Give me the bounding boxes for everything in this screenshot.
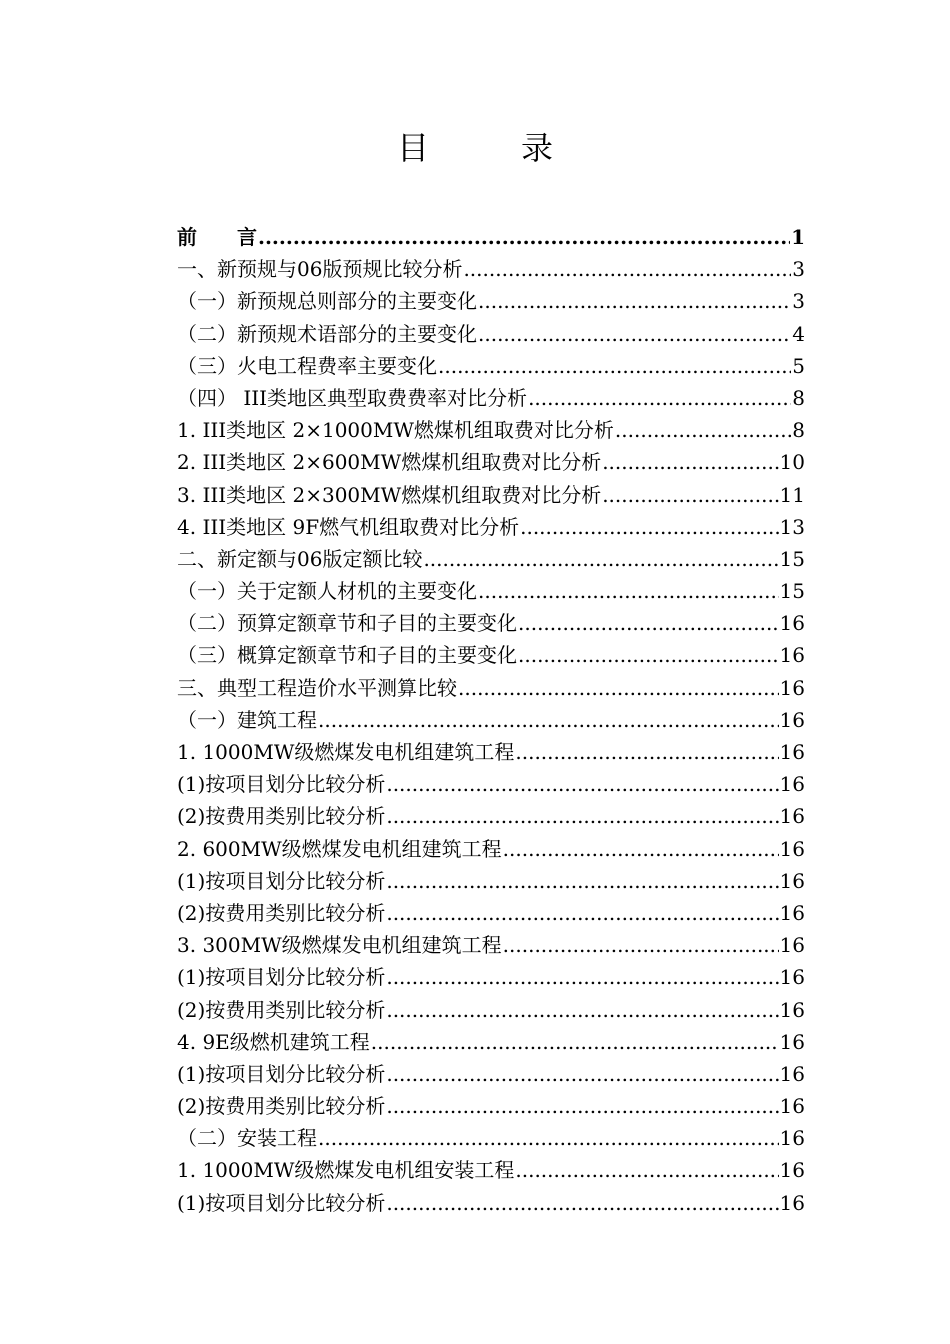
toc-entry-label: 2. III类地区 2×600MW燃煤机组取费对比分析 [177,450,602,475]
toc-entry[interactable] [177,607,805,639]
toc-dot-leader [386,1090,778,1122]
toc-page-number: 15 [779,579,805,604]
toc-entry-label: 1. 1000MW级燃煤发电机组建筑工程 [177,740,515,764]
toc-page-number: 16 [779,836,805,861]
toc-entry-label: 3. 300MW级燃煤发电机组建筑工程 [177,933,502,958]
toc-entry[interactable] [177,897,805,929]
toc-page-number: 16 [779,1190,805,1215]
toc-dot-leader [528,382,791,414]
toc-title: 目 录 [396,129,583,167]
toc-page-number: 16 [779,804,805,829]
toc-dot-leader [518,639,779,671]
toc-entry[interactable] [177,672,805,704]
toc-page-number: 16 [779,997,805,1022]
toc-dot-leader [602,479,778,511]
toc-entry[interactable] [177,479,805,511]
toc-page-number: 16 [779,965,805,990]
toc-entry-label: (1)按项目划分比较分析 [177,772,386,797]
toc-entry[interactable] [177,253,805,285]
toc-entry-label: （一）新预规总则部分的主要变化 [177,289,477,314]
toc-entry[interactable] [177,736,805,768]
toc-page-number: 16 [779,611,805,636]
toc-entry-label: 2. 600MW级燃煤发电机组建筑工程 [177,836,502,861]
toc-entry-label: (2)按费用类别比较分析 [177,997,386,1022]
toc-entry-label: (2)按费用类别比较分析 [177,900,386,925]
toc-page-number: 8 [792,418,805,443]
toc-page-number: 1 [791,225,805,249]
toc-page-number: 16 [779,933,805,958]
toc-entry-label: 前 言 [177,225,257,249]
toc-page-number: 5 [792,353,805,378]
toc-dot-leader [386,865,778,897]
toc-entry-label: (2)按费用类别比较分析 [177,804,386,829]
toc-entry-label: 4. III类地区 9F燃气机组取费对比分析 [177,514,520,539]
toc-entry-label: 一、新预规与06版预规比较分析 [177,257,463,282]
toc-dot-leader [458,672,779,704]
toc-entry-label: （一）关于定额人材机的主要变化 [177,579,477,604]
toc-page-number: 3 [792,289,805,314]
toc-entry[interactable] [177,833,805,865]
toc-entry[interactable] [177,865,805,897]
toc-dot-leader [438,350,791,382]
toc-dot-leader [615,414,791,446]
toc-dot-leader [386,897,778,929]
toc-dot-leader [515,736,778,768]
toc-entry-label: 4. 9E级燃机建筑工程 [177,1029,370,1054]
toc-dot-leader [386,1187,778,1219]
toc-page-number: 4 [792,321,805,346]
toc-dot-leader [318,704,779,736]
toc-entry-label: 三、典型工程造价水平测算比较 [177,675,457,700]
toc-entry[interactable] [177,575,805,607]
toc-dot-leader [520,511,778,543]
toc-entry[interactable] [177,1122,805,1154]
toc-entry[interactable] [177,285,805,317]
toc-entry[interactable] [177,318,805,350]
toc-entry[interactable] [177,961,805,993]
toc-entry[interactable] [177,1058,805,1090]
toc-entry[interactable] [177,543,805,575]
toc-entry[interactable] [177,1187,805,1219]
toc-entry-label: （二）新预规术语部分的主要变化 [177,321,477,346]
toc-entry-label: （三）概算定额章节和子目的主要变化 [177,643,517,668]
toc-dot-leader [258,221,790,253]
toc-entry[interactable] [177,350,805,382]
table-of-contents [177,221,805,1219]
toc-entry[interactable] [177,1090,805,1122]
toc-entry[interactable] [177,221,805,253]
toc-dot-leader [602,446,778,478]
toc-page-number: 16 [779,740,805,764]
toc-dot-leader [386,961,778,993]
toc-dot-leader [386,768,778,800]
toc-page-number: 13 [779,514,805,539]
toc-page-number: 16 [779,675,805,700]
toc-page-number: 16 [779,900,805,925]
toc-page-number: 16 [779,643,805,668]
toc-page-number: 8 [792,385,805,410]
toc-entry[interactable] [177,800,805,832]
toc-entry[interactable] [177,446,805,478]
toc-page-number: 3 [792,257,805,282]
toc-entry-label: 3. III类地区 2×300MW燃煤机组取费对比分析 [177,482,602,507]
toc-dot-leader [318,1122,779,1154]
toc-dot-leader [503,833,779,865]
toc-page-number: 16 [779,772,805,797]
toc-entry-label: (1)按项目划分比较分析 [177,965,386,990]
toc-dot-leader [515,1154,778,1186]
toc-dot-leader [386,1058,778,1090]
toc-entry[interactable] [177,768,805,800]
toc-page-number: 11 [779,482,805,507]
toc-dot-leader [423,543,778,575]
toc-dot-leader [503,929,779,961]
toc-dot-leader [386,800,778,832]
toc-entry-label: （二）安装工程 [177,1126,317,1151]
toc-entry[interactable] [177,414,805,446]
toc-dot-leader [463,253,791,285]
toc-dot-leader [518,607,779,639]
toc-entry-label: 1. III类地区 2×1000MW燃煤机组取费对比分析 [177,418,614,443]
toc-entry-label: (1)按项目划分比较分析 [177,1190,386,1215]
toc-page-number: 16 [779,1158,805,1183]
toc-entry-label: （四） III类地区典型取费费率对比分析 [177,385,528,410]
toc-dot-leader [478,575,779,607]
toc-entry[interactable] [177,1154,805,1186]
toc-page-number: 16 [779,1061,805,1086]
toc-entry[interactable] [177,1026,805,1058]
toc-page-number: 16 [779,1126,805,1151]
toc-page-number: 16 [779,868,805,893]
toc-dot-leader [386,994,778,1026]
toc-entry-label: (1)按项目划分比较分析 [177,1061,386,1086]
toc-page-number: 15 [779,546,805,571]
toc-entry-label: 1. 1000MW级燃煤发电机组安装工程 [177,1158,515,1183]
toc-dot-leader [478,285,791,317]
toc-entry[interactable] [177,929,805,961]
toc-entry[interactable] [177,639,805,671]
toc-page-number: 16 [779,1029,805,1054]
toc-dot-leader [478,318,791,350]
toc-page-number: 16 [779,707,805,732]
toc-entry-label: (1)按项目划分比较分析 [177,868,386,893]
toc-dot-leader [371,1026,779,1058]
toc-entry-label: 二、新定额与06版定额比较 [177,546,423,571]
toc-entry-label: （三）火电工程费率主要变化 [177,353,437,378]
toc-page-number: 10 [779,450,805,475]
toc-entry-label: (2)按费用类别比较分析 [177,1094,386,1119]
toc-entry[interactable] [177,511,805,543]
toc-entry-label: （二）预算定额章节和子目的主要变化 [177,611,517,636]
toc-entry[interactable] [177,382,805,414]
toc-entry-label: （一）建筑工程 [177,707,317,732]
toc-page-number: 16 [779,1094,805,1119]
toc-entry[interactable] [177,994,805,1026]
toc-entry[interactable] [177,704,805,736]
